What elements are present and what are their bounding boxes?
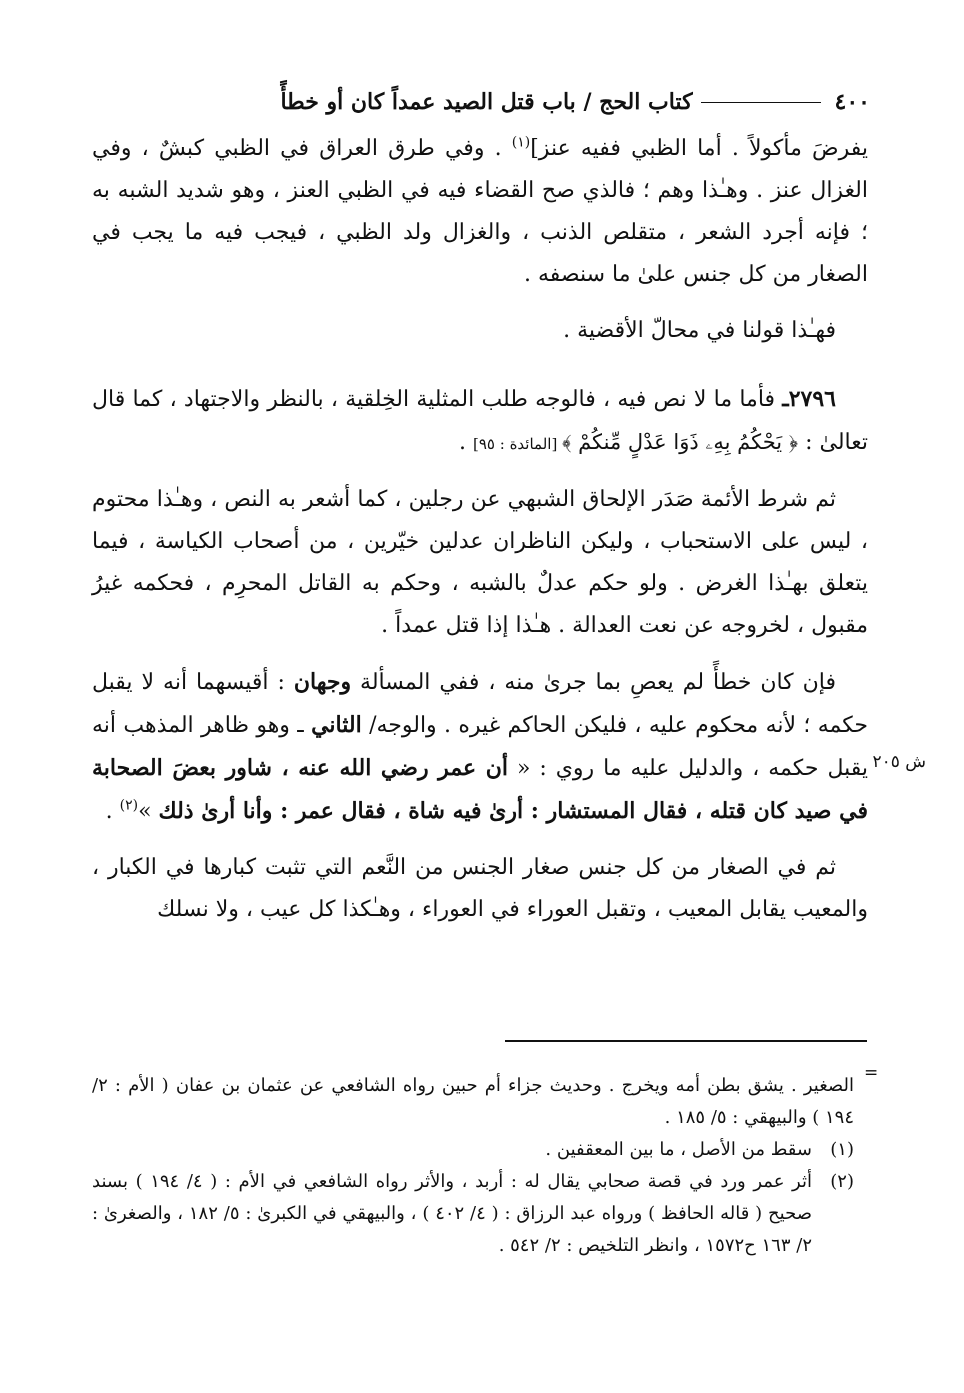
paragraph-5-bold-2: الثاني xyxy=(311,712,362,738)
footnote-1 xyxy=(92,1134,854,1166)
footnotes xyxy=(92,1070,854,1262)
paragraph-5-end: . xyxy=(105,799,120,824)
paragraph-1-rest: . وفي طرق العراق في الظبي كبشٌ ، وفي الغزال عنز . وهـٰذا وهم ؛ فالذي صح القضاء فيه في الظبي العنز ، وهو شديد الشبه به ؛ فإنه أجرد الشعر ، متقلص الذنب ، والغزال ولد الظبي ، فيجب فيه ما يجب في الصغار من كل جنس علىٰ ما سنصفه . xyxy=(92,136,868,287)
paragraph-3-end: . xyxy=(459,430,473,455)
header-rule xyxy=(701,102,821,103)
paragraph-2: فهـٰذا قولنا في محالّ الأقضية . xyxy=(563,318,836,343)
paragraph-4: ثم شرط الأئمة صَدَر الإلحاق الشبهي عن رجلين ، كما أشعر به النص ، وهـٰذا محتوم ، ليس على الاستحباب ، وليكن الناظران عدلين خيّرين ، من أصحاب الكياسة ، فيما يتعلق بهـٰذا الغرض . ولو حكم عدلٌ بالشبه ، وحكم به القاتل المحرِم ، فحكمه غيرُ مقبول ، لخروجه عن نعت العدالة . هـٰذا إذا قتل عمداً . xyxy=(92,487,868,638)
paragraph-5-g: » xyxy=(138,799,159,824)
issue-number: ٢٧٩٦ـ xyxy=(782,386,836,412)
paragraph-5-e: ـ وهو ظاهر المذهب أنه يقبل حكمه ، والدليل عليه ما روي : « xyxy=(92,713,868,781)
paragraph-5 xyxy=(92,661,868,833)
quran-verse: ﴿ يَحْكُمُ بِهِۦ ذَوَا عَدْلٍ مِّنكُمْ ﴾ xyxy=(562,430,799,454)
paragraph-3-text: فأما ما لا نص فيه ، فالوجه طلب المثلية الخِلقية ، بالنظر والاجتهاد ، كما قال تعالىٰ : xyxy=(92,387,868,455)
paragraph-1 xyxy=(92,128,868,296)
paragraph-6: ثم في الصغار من كل جنس صغار الجنس من النَّعم التي تثبت كبارها في الكبار ، والمعيب يقابل المعيب ، وتقبل العوراء في العوراء ، وهـٰكذا كل عيب ، ولا نسلك xyxy=(92,855,868,922)
paragraph-5-c: : أقيسهما أنه لا يقبل حكمه ؛ لأنه محكوم عليه ، فليكن الحاكم غيره . والوجه/ xyxy=(92,670,868,738)
paragraph-5-bold-1: وجهان xyxy=(293,669,352,695)
main-text xyxy=(92,128,868,931)
footnote-2-text: أثر عمر ورد في قصة صحابي يقال له : أربد ، والأثر رواه الشافعي في الأم : ( ٤/ ١٩٤ ) بسند صحيح ( قاله الحافظ ) ورواه عبد الرزاق : ( ٤/ ٤٠٢ ) ، والبيهقي في الكبرىٰ : ٥/ ١٨٢ ، والصغرىٰ : ٢/ ١٦٣ ح١٥٧٢ ، وانظر التلخيص : ٢/ ٥٤٢ . xyxy=(92,1171,812,1256)
footnote-continuation: الصغير . يشق بطن أمه ويخرج . وحديث جزاء أم حبين رواه الشافعي عن عثمان بن عفان ( الأم : ٢/ ١٩٤ ) والبيهقي : ٥/ ١٨٥ . xyxy=(92,1075,854,1128)
footnote-2-label: (٢) xyxy=(830,1171,854,1192)
running-header xyxy=(90,82,870,122)
paragraph-5-a: فإن كان خطأً لم يعصِ بما جرىٰ منه ، ففي المسألة xyxy=(351,670,836,695)
footnote-ref-1: (١) xyxy=(511,134,531,151)
paragraph-5-quote: أن عمر رضي الله عنه ، شاور بعضَ الصحابة في صيد كان قتله ، فقال المستشار : أرىٰ فيه شاة ، فقال عمر : وأنا أرىٰ ذلك xyxy=(92,755,868,824)
verse-citation: [المائدة : ٩٥] xyxy=(473,435,563,453)
footnote-ref-2: (٢) xyxy=(119,797,139,814)
paragraph-1-text: يفرضَ مأكولاً . أما الظبي ففيه عنز] xyxy=(530,136,868,161)
footnote-continuation-marker: = xyxy=(864,1063,879,1083)
footnote-1-label: (١) xyxy=(830,1139,854,1160)
page-number: ٤٠٠ xyxy=(834,89,870,115)
footnote-2 xyxy=(92,1166,854,1262)
footnote-1-text: سقط من الأصل ، ما بين المعقفين . xyxy=(545,1139,812,1160)
header-title: كتاب الحج / باب قتل الصيد عمداً كان أو خطأً xyxy=(280,89,693,115)
paragraph-3 xyxy=(92,378,868,465)
footnote-separator xyxy=(505,1040,867,1042)
margin-folio-note: ش ٢٠٥ xyxy=(872,752,926,772)
